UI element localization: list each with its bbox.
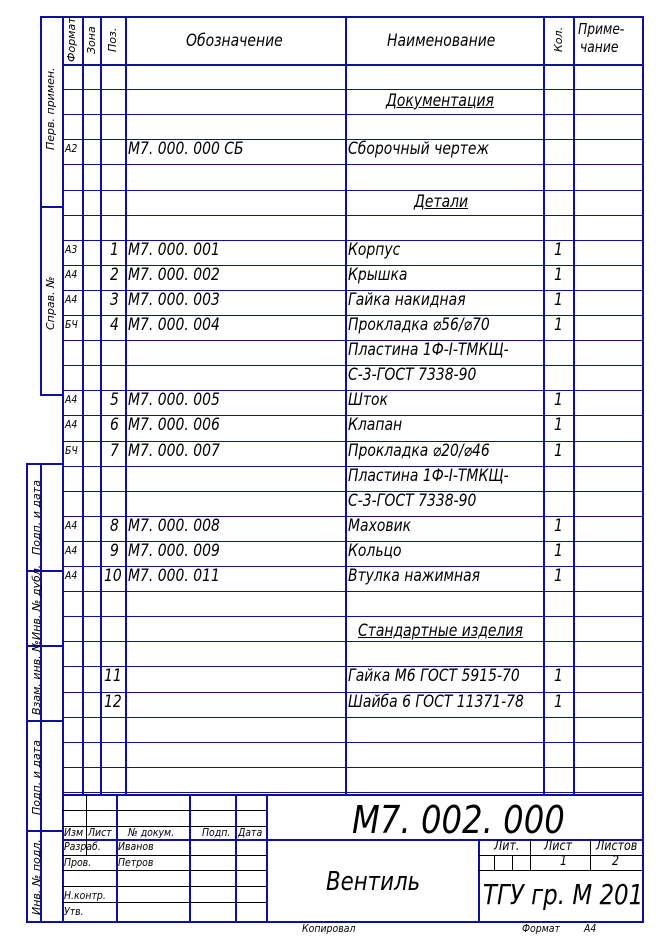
row-format: БЧ <box>65 318 78 331</box>
row-name: Клапан <box>348 415 403 435</box>
row-name: Пластина 1Ф-I-ТМКЩ- <box>348 340 509 360</box>
side-inv-podl: Инв. № подл. <box>30 839 43 915</box>
header-format: Формат <box>65 17 78 62</box>
row-pos: 5 <box>110 390 119 410</box>
row-qty: 1 <box>554 315 563 335</box>
stamp-prov-name: Петров <box>118 856 154 869</box>
header-qty: Кол. <box>552 26 565 52</box>
row-format: БЧ <box>65 444 78 457</box>
header-pos: Поз. <box>106 27 119 52</box>
stamp-lit: Лит. <box>494 839 520 854</box>
stamp-code: М7. 002. 000 <box>352 798 565 842</box>
row-qty: 1 <box>554 541 563 561</box>
row-qty: 1 <box>554 666 563 686</box>
stamp-list-h: Лист <box>544 839 573 854</box>
row-designation: М7. 000. 000 СБ <box>128 139 244 159</box>
stamp-org: ТГУ гр. М 201 <box>483 878 644 911</box>
row-designation: М7. 000. 004 <box>128 315 220 335</box>
header-name: Наименование <box>387 31 496 51</box>
row-designation: М7. 000. 001 <box>128 240 220 260</box>
stamp-podp: Подп. <box>202 826 231 839</box>
row-name: С-3-ГОСТ 7338-90 <box>348 365 477 385</box>
stamp-razrab-name: Иванов <box>118 840 154 853</box>
row-name: Шайба 6 ГОСТ 11371-78 <box>348 692 524 712</box>
row-designation: М7. 000. 002 <box>128 265 220 285</box>
header-zone: Зона <box>85 26 98 54</box>
row-qty: 1 <box>554 265 563 285</box>
section-details: Детали <box>414 192 469 212</box>
row-designation: М7. 000. 007 <box>128 441 220 461</box>
row-designation: М7. 000. 005 <box>128 390 220 410</box>
side-inv-dubl: Инв. № дубл. <box>30 564 43 640</box>
row-format: А4 <box>65 268 78 281</box>
stamp-listov-h: Листов <box>596 839 638 854</box>
footer-copied: Копировал <box>302 922 356 935</box>
side-perv: Перв. примен. <box>44 67 57 150</box>
row-qty: 1 <box>554 240 563 260</box>
footer-format-value: А4 <box>584 922 597 935</box>
row-name: Корпус <box>348 240 401 260</box>
row-format: А4 <box>65 418 78 431</box>
stamp-utv: Утв. <box>64 905 84 918</box>
row-name: Крышка <box>348 265 408 285</box>
row-name: Гайка накидная <box>348 290 466 310</box>
row-name: Прокладка ⌀56/⌀70 <box>348 315 490 335</box>
stamp-data: Дата <box>238 826 263 839</box>
row-qty: 1 <box>554 390 563 410</box>
footer-format: Формат <box>522 922 560 935</box>
row-name: Шток <box>348 390 388 410</box>
header-note1: Приме- <box>578 20 625 38</box>
side-podp1: Подп. и дата <box>30 480 43 555</box>
row-designation: М7. 000. 003 <box>128 290 220 310</box>
row-pos: 6 <box>110 415 119 435</box>
header-designation: Обозначение <box>186 31 283 51</box>
row-name: Пластина 1Ф-I-ТМКЩ- <box>348 466 509 486</box>
row-format: А4 <box>65 519 78 532</box>
stamp-listov-v: 2 <box>612 854 620 869</box>
row-designation: М7. 000. 008 <box>128 516 220 536</box>
row-qty: 1 <box>554 566 563 586</box>
row-format: А4 <box>65 569 78 582</box>
stamp-list: Лист <box>88 826 112 839</box>
row-pos: 7 <box>110 441 119 461</box>
row-pos: 4 <box>110 315 119 335</box>
row-name: Гайка М6 ГОСТ 5915-70 <box>348 666 520 686</box>
row-pos: 8 <box>110 516 119 536</box>
row-pos: 9 <box>110 541 119 561</box>
row-designation: М7. 000. 011 <box>128 566 220 586</box>
row-pos: 10 <box>104 566 122 586</box>
row-name: Втулка нажимная <box>348 566 481 586</box>
row-pos: 1 <box>110 240 119 260</box>
row-qty: 1 <box>554 441 563 461</box>
stamp-razrab: Разраб. <box>64 840 101 853</box>
row-qty: 1 <box>554 415 563 435</box>
row-pos: 2 <box>110 265 119 285</box>
row-qty: 1 <box>554 692 563 712</box>
side-sprav: Справ. № <box>44 276 57 330</box>
row-name: Прокладка ⌀20/⌀46 <box>348 441 490 461</box>
stamp-title: Вентиль <box>326 867 421 897</box>
row-name: Сборочный чертеж <box>348 139 490 159</box>
row-designation: М7. 000. 009 <box>128 541 220 561</box>
row-name: С-3-ГОСТ 7338-90 <box>348 491 477 511</box>
row-format: А3 <box>65 243 78 256</box>
stamp-nkontr: Н.контр. <box>64 889 106 902</box>
section-documentation: Документация <box>386 91 494 111</box>
row-format: А4 <box>65 393 78 406</box>
section-standard: Стандартные изделия <box>358 621 523 641</box>
row-format: А4 <box>65 544 78 557</box>
row-name: Кольцо <box>348 541 402 561</box>
row-designation: М7. 000. 006 <box>128 415 220 435</box>
side-vzam: Взам. инв. № <box>30 640 43 715</box>
row-format: А4 <box>65 293 78 306</box>
row-qty: 1 <box>554 516 563 536</box>
row-qty: 1 <box>554 290 563 310</box>
row-pos: 3 <box>110 290 119 310</box>
stamp-list-v: 1 <box>560 854 568 869</box>
row-name: Маховик <box>348 516 412 536</box>
row-pos: 11 <box>104 666 122 686</box>
header-note2: чание <box>580 38 619 56</box>
side-podp2: Подп. и дата <box>30 740 43 815</box>
stamp-ndoc: № докум. <box>128 826 175 839</box>
row-pos: 12 <box>104 692 122 712</box>
row-format: А2 <box>65 142 78 155</box>
stamp-izm: Изм <box>64 826 84 839</box>
stamp-prov: Пров. <box>64 856 92 869</box>
